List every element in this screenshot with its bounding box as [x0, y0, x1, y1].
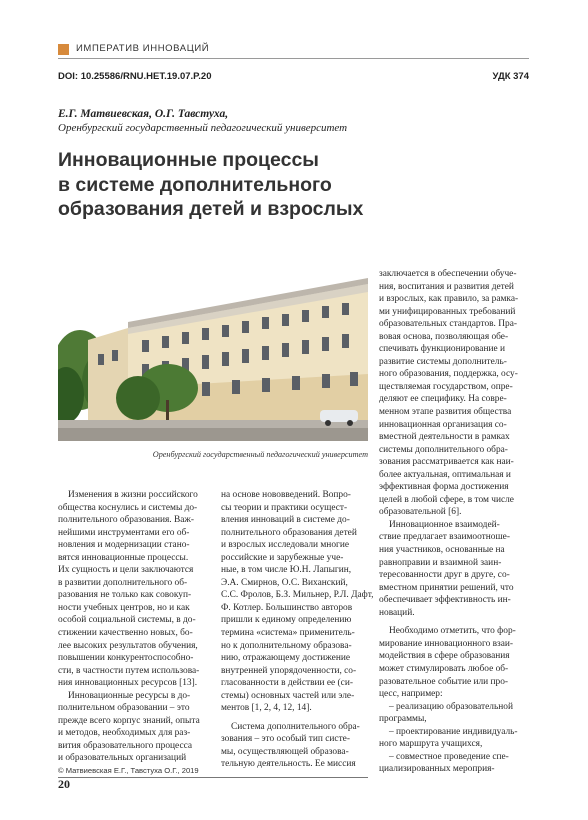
text-line: ности учебных центров, но и как: [58, 602, 190, 613]
text-line: гласованности в действии ее (си-: [221, 678, 353, 689]
text-line: Э.А. Смирнов, О.С. Виханский,: [221, 577, 348, 588]
text-line: – реализацию образовательной: [389, 701, 513, 712]
text-line: ного маршрута учащихся,: [379, 739, 483, 750]
text-line: Ф. Котлер. Большинство авторов: [221, 602, 353, 613]
photo-caption: Оренбургский государственный педагогический университет: [152, 450, 368, 459]
title-line: Инновационные процессы: [58, 149, 319, 171]
title-line: образования детей и взрослых: [58, 198, 364, 220]
text-line: циализированных мероприя-: [379, 764, 495, 775]
text-line: вовая основа, позволяющая обе-: [379, 331, 509, 342]
text-line: и методов, необходимых для раз-: [58, 728, 191, 739]
text-line: цесс, например:: [379, 689, 443, 700]
text-column-3: [379, 268, 530, 776]
header-divider: [58, 58, 529, 59]
text-line: С.С. Фролов, Б.З. Мильнер, Р.Л. Дафт,: [221, 590, 374, 601]
rubric-title: ИМПЕРАТИВ ИННОВАЦИЙ: [76, 43, 210, 54]
text-line: стижении качественно новых, бо-: [58, 628, 193, 639]
page-number: 20: [58, 777, 70, 791]
text-line: Необходимо отметить, что фор-: [389, 626, 516, 637]
text-line: деляют ее специфику. На совре-: [379, 394, 507, 405]
text-line: тельную деятельность. Ее миссия: [221, 759, 356, 770]
text-line: ществляемая государством, опре-: [379, 381, 513, 392]
text-line: мирование инновационного взаи-: [379, 638, 514, 649]
text-line: лее высоких результатов обучения,: [58, 640, 198, 651]
text-line: развитие системы дополнитель-: [379, 356, 507, 367]
text-line: эффективная форма достижения: [379, 482, 509, 493]
text-line: вятся инновационные процессы.: [58, 552, 189, 563]
text-line: ния инновационных ресурсов [13].: [58, 678, 198, 689]
text-line: спечивать функционирование и: [379, 344, 506, 355]
article-title: [58, 148, 438, 222]
text-line: инновационная организация со-: [379, 419, 507, 430]
text-line: Инновационные ресурсы в до-: [68, 690, 191, 701]
text-line: полнительного образования детей: [221, 527, 357, 538]
rubric-marker: [58, 44, 69, 55]
text-line: внутренней упорядоченности, со-: [221, 665, 357, 676]
text-line: ния участников, основанные на: [379, 545, 505, 556]
text-line: и взрослых исследовали многие: [221, 540, 350, 551]
text-line: новаций.: [379, 607, 415, 618]
text-line: ми унифицированных требований: [379, 306, 516, 317]
text-line: разования не только как совокуп-: [58, 590, 192, 601]
text-line: вления инноваций в системе до-: [221, 515, 350, 526]
text-line: ствие предлагает взаимоотноше-: [379, 532, 510, 543]
text-line: может стимулировать любое об-: [379, 663, 509, 674]
text-line: – совместное проведение спе-: [389, 751, 509, 762]
text-line: зования рассматривается как наи-: [379, 457, 514, 468]
text-line: менном этапе развития общества: [379, 407, 512, 418]
text-line: на основе нововведений. Вопро-: [221, 490, 351, 500]
text-line: термина «система» применитель-: [221, 628, 355, 639]
text-line: программы,: [379, 714, 427, 725]
text-line: разовательное событие или про-: [379, 676, 509, 687]
text-line: ные, в том числе Ю.Н. Лапыгин,: [221, 565, 352, 576]
text-line: модействия в сфере образования: [379, 651, 510, 662]
text-line: вместной деятельности в рамках: [379, 432, 510, 443]
text-line: новления и модернизации стано-: [58, 540, 190, 551]
doi: DOI: 10.25586/RNU.HET.19.07.P.20: [58, 71, 212, 82]
text-line: Их сущность и цели заключаются: [58, 565, 194, 576]
text-line: равноправии и взаимной заин-: [379, 557, 502, 568]
text-line: ния, воспитания и развития детей: [379, 281, 514, 292]
text-line: общества коснулись и системы до-: [58, 502, 198, 513]
copyright: © Матвиевская Е.Г., Тавстуха О.Г., 2019: [58, 766, 199, 775]
text-column-2: [221, 489, 374, 771]
text-line: полнительного образования. Важ-: [58, 515, 195, 526]
text-line: Изменения в жизни российского: [68, 490, 198, 500]
text-line: заключается в обеспечении обуче-: [379, 269, 517, 279]
text-line: тересованности друг в друге, со-: [379, 570, 510, 581]
text-line: особой социальной системы, в до-: [58, 615, 196, 626]
text-line: пришли к единому определению: [221, 615, 352, 626]
text-line: в развитии дополнительного об-: [58, 577, 188, 588]
text-line: – проектирование индивидуаль-: [389, 726, 518, 737]
text-line: Система дополнительного обра-: [231, 721, 360, 732]
text-line: мы, осуществляющей образова-: [221, 746, 349, 757]
text-line: нию, отражающему достижение: [221, 653, 351, 664]
text-line: образовательных стандартов. Пра-: [379, 319, 517, 330]
text-line: обеспечивает эффективность ин-: [379, 595, 511, 606]
text-line: прежде всего корпус знаний, опыта: [58, 715, 200, 726]
text-line: российские и зарубежные уче-: [221, 552, 344, 563]
text-line: вития образовательного процесса: [58, 740, 193, 751]
affiliation: Оренбургский государственный педагогический университет: [58, 122, 348, 134]
university-building-photo: [58, 270, 368, 441]
text-line: вместном принятии решений, что: [379, 582, 514, 593]
text-line: сти, в частности путем использова-: [58, 665, 200, 676]
text-line: системы дополнительного обра-: [379, 444, 508, 455]
text-line: целей в любой сфере, в том числе: [379, 494, 514, 505]
text-line: ментов [1, 2, 4, 12, 14].: [221, 703, 312, 714]
authors: Е.Г. Матвиевская, О.Г. Тавстуха,: [58, 108, 229, 120]
text-line: сы теории и практики осущест-: [221, 502, 348, 513]
text-line: образовательной [6].: [379, 507, 462, 518]
text-line: стемы) основных частей или эле-: [221, 690, 355, 701]
text-line: и образовательных организаций: [58, 753, 187, 764]
title-line: в системе дополнительного: [58, 173, 332, 196]
udk: УДК 374: [492, 71, 529, 82]
text-line: нейшими инструментами его об-: [58, 527, 190, 538]
text-line: но к дополнительному образова-: [221, 640, 352, 651]
text-line: полнительном образовании – это: [58, 703, 190, 714]
text-line: более актуальная, оптимальная и: [379, 469, 511, 480]
text-column-1: [58, 489, 213, 765]
text-line: ного образования, поддержка, осу-: [379, 369, 518, 380]
text-line: и взрослых, как правило, за рамка-: [379, 294, 519, 305]
text-line: повышении конкурентоспособно-: [58, 653, 194, 664]
text-line: зования – это особый тип систе-: [221, 734, 350, 745]
footer-divider: [58, 777, 368, 778]
text-line: Инновационное взаимодей-: [389, 519, 500, 530]
